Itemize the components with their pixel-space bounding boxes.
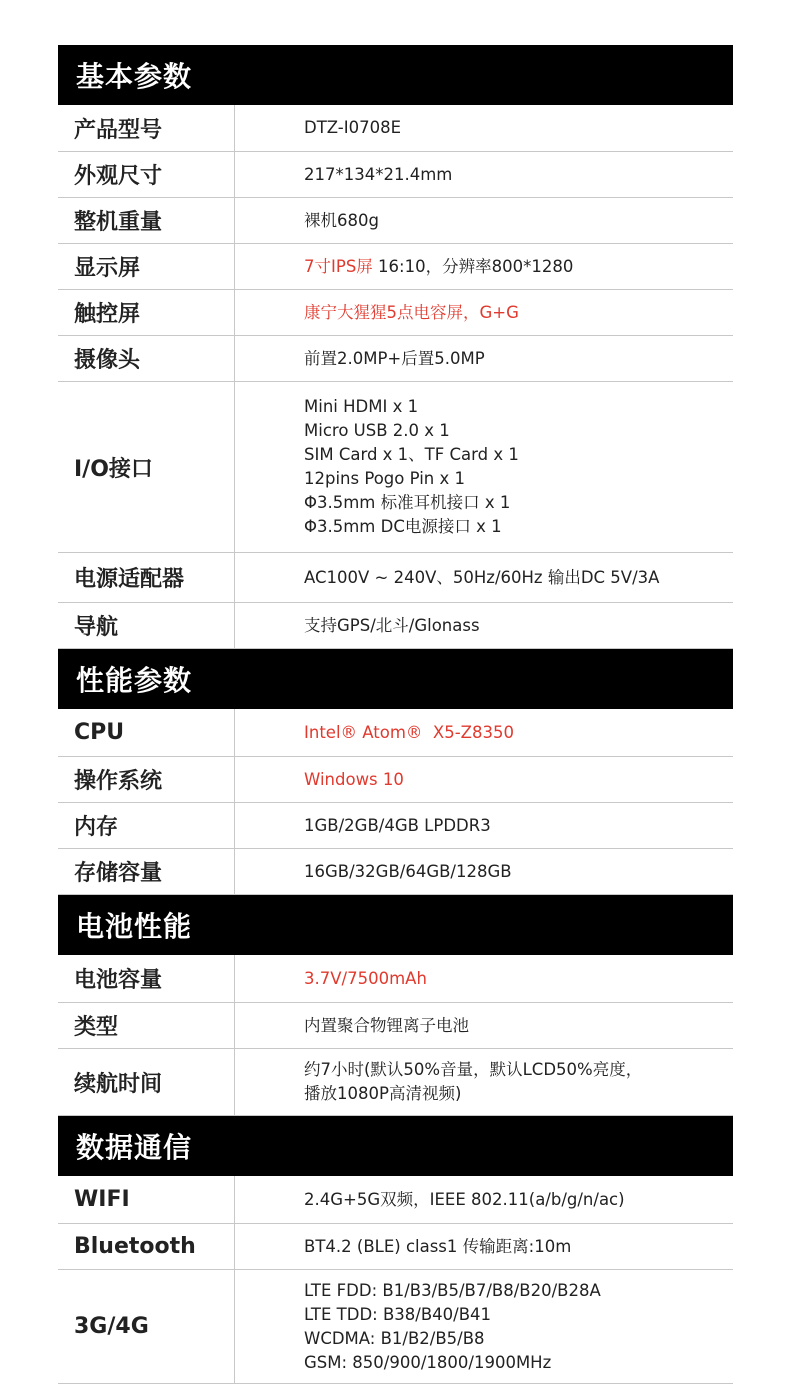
spec-label: 触控屏 (58, 290, 235, 335)
spec-value (235, 152, 733, 197)
spec-label: 3G/4G (58, 1270, 235, 1383)
spec-value-line (304, 1327, 733, 1351)
value-text: 裸机680g (304, 210, 379, 230)
value-text: GSM: 850/900/1800/1900MHz (304, 1352, 552, 1372)
spec-value (235, 1224, 733, 1269)
value-text: WCDMA: B1/B2/B5/B8 (304, 1328, 485, 1348)
value-text: 支持GPS/北斗/Glonass (304, 615, 480, 635)
value-text: 16GB/32GB/64GB/128GB (304, 861, 512, 881)
spec-value-line (304, 721, 733, 745)
section-header: 数据通信 (58, 1116, 733, 1176)
spec-value-line (304, 814, 733, 838)
spec-value (235, 849, 733, 894)
spec-value-line (304, 515, 733, 539)
value-text: Micro USB 2.0 x 1 (304, 421, 450, 440)
value-text: 2.4G+5G双频，IEEE 802.11(a/b/g/n/ac) (304, 1189, 625, 1209)
spec-value-line (304, 209, 733, 233)
section-header: 电池性能 (58, 895, 733, 955)
spec-label: 整机重量 (58, 198, 235, 243)
spec-value-line (304, 347, 733, 371)
spec-value (235, 244, 733, 289)
spec-value-line (304, 967, 733, 991)
value-text: Φ3.5mm 标准耳机接口 x 1 (304, 493, 511, 512)
spec-label: 外观尺寸 (58, 152, 235, 197)
spec-row (58, 955, 733, 1003)
highlighted-text: 3.7V/7500mAh (304, 968, 427, 988)
value-text: 内置聚合物锂离子电池 (304, 1015, 469, 1035)
value-text: SIM Card x 1、TF Card x 1 (304, 445, 519, 464)
spec-row (58, 382, 733, 553)
spec-value (235, 198, 733, 243)
spec-label: I/O接口 (58, 382, 235, 552)
spec-row (58, 1049, 733, 1116)
spec-label: 电源适配器 (58, 553, 235, 602)
value-text: BT4.2 (BLE) class1 传输距离:10m (304, 1236, 572, 1256)
spec-row (58, 553, 733, 603)
spec-value-line (304, 419, 733, 443)
spec-label: Bluetooth (58, 1224, 235, 1269)
spec-row (58, 152, 733, 198)
value-text: LTE TDD: B38/B40/B41 (304, 1304, 492, 1324)
spec-value-line (304, 614, 733, 638)
spec-row (58, 603, 733, 649)
spec-label: 操作系统 (58, 757, 235, 802)
spec-value-line (304, 491, 733, 515)
spec-row (58, 105, 733, 152)
spec-row (58, 803, 733, 849)
spec-value (235, 603, 733, 648)
spec-value (235, 1270, 733, 1383)
spec-label: 内存 (58, 803, 235, 848)
spec-value-line (304, 467, 733, 491)
spec-label: 摄像头 (58, 336, 235, 381)
value-text: 前置2.0MP+后置5.0MP (304, 348, 485, 368)
value-text: 播放1080P高清视频) (304, 1084, 462, 1103)
spec-value (235, 1176, 733, 1223)
spec-row (58, 1176, 733, 1224)
spec-value-line (304, 1351, 733, 1375)
spec-value (235, 553, 733, 602)
value-text: 12pins Pogo Pin x 1 (304, 469, 466, 488)
spec-value-line (304, 1014, 733, 1038)
spec-value (235, 290, 733, 335)
spec-row (58, 336, 733, 382)
spec-row (58, 757, 733, 803)
spec-value (235, 757, 733, 802)
value-text: DTZ-I0708E (304, 118, 402, 137)
spec-row (58, 1270, 733, 1384)
spec-label: CPU (58, 709, 235, 756)
spec-value (235, 382, 733, 552)
spec-row (58, 198, 733, 244)
value-text: Φ3.5mm DC电源接口 x 1 (304, 517, 502, 536)
spec-value-line (304, 443, 733, 467)
spec-label: 导航 (58, 603, 235, 648)
spec-value-line (304, 255, 733, 279)
spec-value-line (304, 301, 733, 325)
spec-value (235, 336, 733, 381)
highlighted-text: Intel® Atom® X5-Z8350 (304, 722, 514, 742)
spec-row (58, 290, 733, 336)
spec-label: 类型 (58, 1003, 235, 1048)
value-text: AC100V ~ 240V、50Hz/60Hz 输出DC 5V/3A (304, 567, 660, 587)
spec-label: 显示屏 (58, 244, 235, 289)
spec-row (58, 849, 733, 895)
spec-value-line (304, 860, 733, 884)
spec-value (235, 803, 733, 848)
spec-sheet (58, 45, 733, 1384)
spec-row (58, 709, 733, 757)
spec-value-line (304, 1279, 733, 1303)
highlighted-text: 7寸IPS屏 (304, 256, 373, 276)
spec-row (58, 244, 733, 290)
spec-value-line (304, 566, 733, 590)
spec-label: 电池容量 (58, 955, 235, 1002)
spec-value-line (304, 116, 733, 140)
spec-label: 续航时间 (58, 1049, 235, 1115)
value-text: 约7小时(默认50%音量，默认LCD50%亮度， (304, 1060, 643, 1079)
spec-value (235, 105, 733, 151)
section-header: 性能参数 (58, 649, 733, 709)
spec-value-line (304, 768, 733, 792)
spec-label: 产品型号 (58, 105, 235, 151)
spec-value-line (304, 1188, 733, 1212)
spec-row (58, 1003, 733, 1049)
value-text: LTE FDD: B1/B3/B5/B7/B8/B20/B28A (304, 1280, 601, 1300)
spec-row (58, 1224, 733, 1270)
section-header: 基本参数 (58, 45, 733, 105)
spec-value-line (304, 1082, 733, 1106)
spec-label: WIFI (58, 1176, 235, 1223)
spec-value (235, 1003, 733, 1048)
highlighted-text: Windows 10 (304, 769, 404, 789)
spec-value (235, 1049, 733, 1115)
spec-value-line (304, 1058, 733, 1082)
value-text: Mini HDMI x 1 (304, 397, 419, 416)
spec-value (235, 709, 733, 756)
spec-value-line (304, 395, 733, 419)
spec-value-line (304, 1235, 733, 1259)
spec-value-line (304, 163, 733, 187)
value-text: 217*134*21.4mm (304, 164, 453, 184)
spec-value (235, 955, 733, 1002)
highlighted-text: 康宁大猩猩5点电容屏，G+G (304, 302, 519, 322)
spec-value-line (304, 1303, 733, 1327)
value-text: 1GB/2GB/4GB LPDDR3 (304, 815, 491, 835)
value-text: 16:10，分辨率800*1280 (372, 256, 574, 276)
spec-label: 存储容量 (58, 849, 235, 894)
